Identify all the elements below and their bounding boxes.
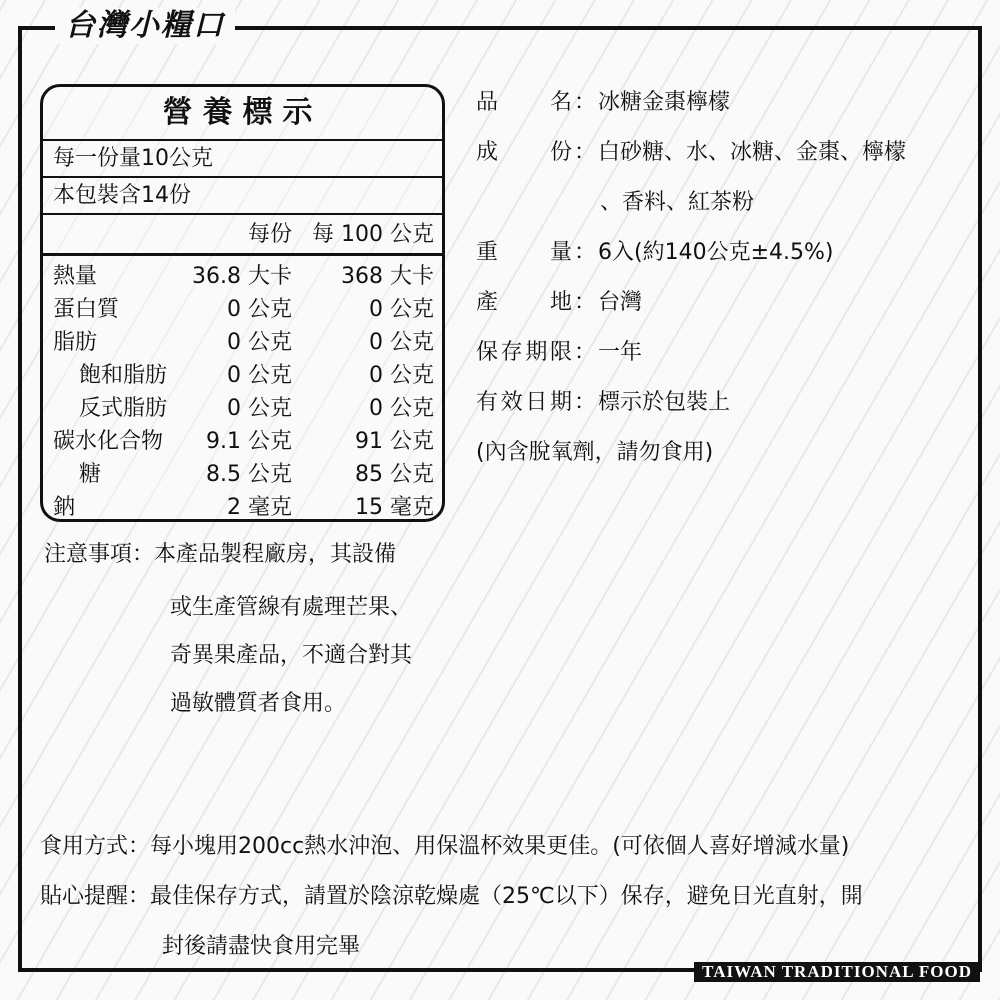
nutrition-rows: [43, 256, 442, 522]
ingredients-value: 白砂糖、水、冰糖、金棗、檸檬: [598, 140, 907, 165]
product-name-row: 品名：冰糖金棗檸檬: [476, 88, 730, 118]
expiry-row: 有效日期：標示於包裝上: [476, 388, 730, 418]
origin-row: 產地：台灣: [476, 288, 642, 318]
brand-footer: TAIWAN TRADITIONAL FOOD: [694, 962, 980, 982]
reminder-row-continued: 封後請盡快食用完畢: [162, 934, 361, 959]
col-per-serving: 每份: [247, 222, 292, 247]
usage-text: 每小塊用200cc熱水沖泡、用保溫杯效果更佳。(可依個人喜好增減水量): [150, 834, 850, 859]
reminder-label: 貼心提醒：: [40, 884, 151, 909]
nutrient-per-serving: 8.5 公克: [206, 462, 292, 487]
origin-label: 產地: [476, 290, 572, 315]
weight-row: 重量：6入(約140公克±4.5%): [476, 238, 833, 268]
nutrient-per-100g: 15 毫克: [355, 495, 434, 520]
notes-line-2: 或生產管線有處理芒果、: [170, 595, 413, 620]
expiry-label: 有效日期: [476, 390, 572, 415]
notes-line-3: 奇異果產品，不適合對其: [170, 643, 413, 668]
notes-line-1: 注意事項：本產品製程廠房，其設備: [44, 542, 397, 567]
nutrition-row-fat: [43, 326, 442, 359]
nutrition-row-sugar: [43, 458, 442, 491]
nutrient-per-serving: 0 公克: [227, 330, 292, 355]
ingredients-row: 成份：白砂糖、水、冰糖、金棗、檸檬: [476, 138, 906, 168]
nutrient-per-100g: 0 公克: [369, 363, 434, 388]
nutrient-per-serving: 2 毫克: [227, 495, 292, 520]
usage-label: 食用方式：: [40, 834, 151, 859]
nutrition-row-sodium: [43, 491, 442, 522]
nutrition-row-saturated-fat: [43, 359, 442, 392]
nutrient-name: 糖: [79, 462, 102, 487]
nutrient-name: 反式脂肪: [79, 396, 168, 421]
nutrient-per-serving: 0 公克: [227, 396, 292, 421]
origin-value: 台灣: [598, 290, 643, 315]
product-name-label: 品名: [476, 90, 572, 115]
serving-size: 每一份量10公克: [43, 141, 442, 178]
nutrient-name: 鈉: [53, 495, 76, 520]
reminder-text: 最佳保存方式，請置於陰涼乾燥處（25℃以下）保存，避免日光直射，開: [150, 884, 863, 909]
nutrient-per-serving: 0 公克: [227, 363, 292, 388]
nutrient-per-100g: 0 公克: [369, 396, 434, 421]
nutrient-per-100g: 85 公克: [355, 462, 434, 487]
nutrition-header-row: [43, 215, 442, 256]
nutrient-per-serving: 0 公克: [227, 297, 292, 322]
nutrient-per-100g: 368 大卡: [341, 264, 434, 289]
weight-label: 重量: [476, 240, 572, 265]
nutrient-per-100g: 0 公克: [369, 330, 434, 355]
servings-per-package: 本包裝含14份: [43, 178, 442, 215]
nutrient-per-serving: 9.1 公克: [206, 429, 292, 454]
usage-row: [40, 832, 849, 862]
nutrient-name: 蛋白質: [53, 297, 120, 322]
nutrient-name: 脂肪: [53, 330, 98, 355]
notes-label: 注意事項：: [44, 542, 155, 567]
nutrient-name: 碳水化合物: [53, 429, 164, 454]
expiry-value: 標示於包裝上: [598, 390, 731, 415]
notes-line-4: 過敏體質者食用。: [170, 691, 347, 716]
nutrition-facts-panel: [40, 84, 445, 522]
oxygen-absorber-note: (內含脫氧劑，請勿食用): [476, 440, 714, 465]
nutrient-per-serving: 36.8 大卡: [192, 264, 292, 289]
nutrient-per-100g: 0 公克: [369, 297, 434, 322]
nutrient-per-100g: 91 公克: [355, 429, 434, 454]
nutrient-name: 飽和脂肪: [79, 363, 168, 388]
ingredients-label: 成份: [476, 140, 572, 165]
reminder-row: [40, 882, 863, 912]
shelf-life-row: 保存期限：一年: [476, 338, 642, 368]
nutrition-row-trans-fat: [43, 392, 442, 425]
nutrition-title: 營養標示: [43, 87, 442, 141]
weight-value: 6入(約140公克±4.5%): [598, 240, 834, 265]
brand-title: 台灣小糧口: [55, 8, 235, 44]
nutrient-name: 熱量: [53, 264, 98, 289]
nutrition-row-protein: [43, 293, 442, 326]
nutrition-row-energy: [43, 260, 442, 293]
nutrition-row-carbohydrate: [43, 425, 442, 458]
ingredients-continued: 、香料、紅茶粉: [600, 190, 755, 215]
col-per-100g: 每 100 公克: [312, 222, 434, 247]
shelf-life-value: 一年: [598, 340, 643, 365]
shelf-life-label: 保存期限: [476, 340, 572, 365]
product-name-value: 冰糖金棗檸檬: [598, 90, 731, 115]
